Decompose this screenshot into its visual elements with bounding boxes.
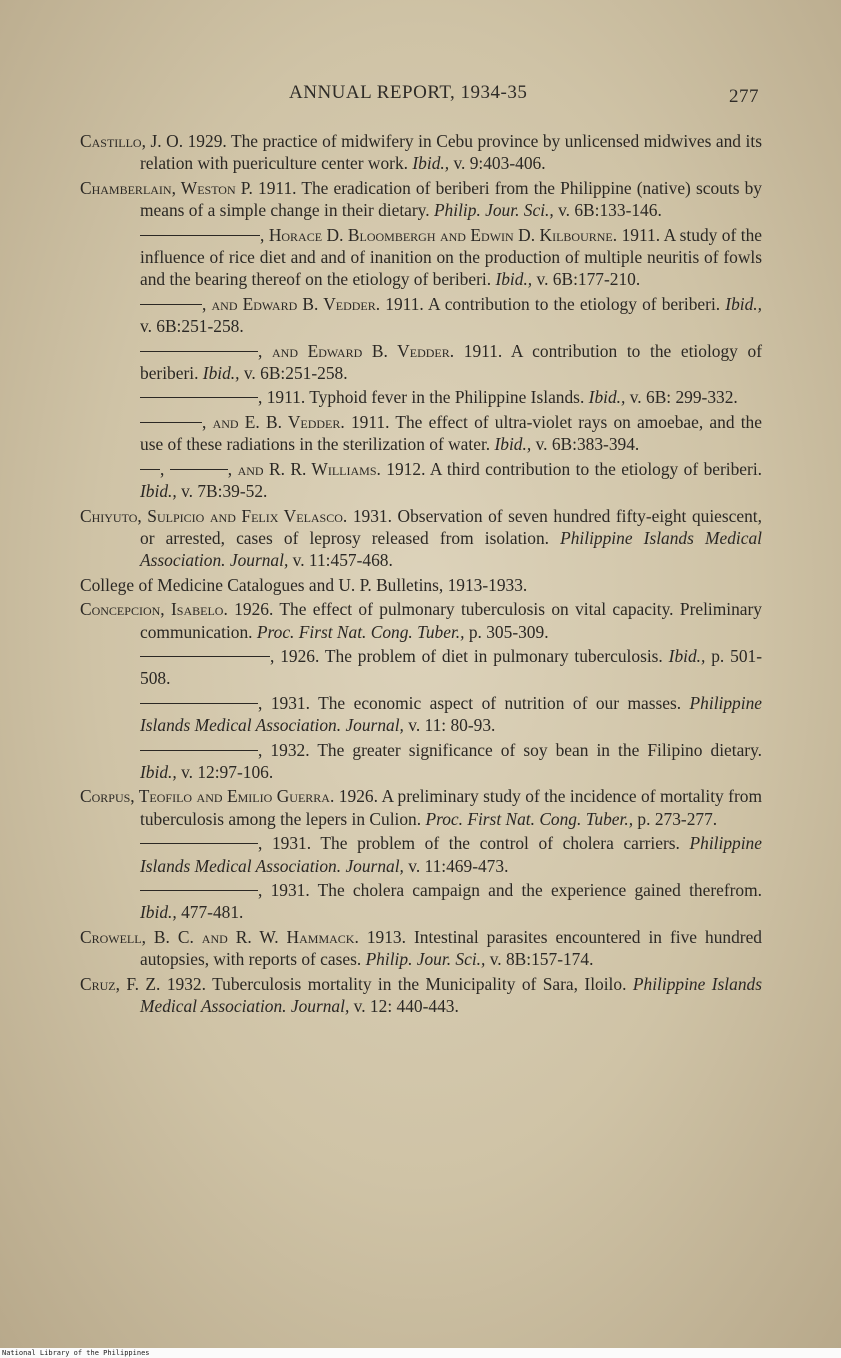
bibliography-entry: , Horace D. Bloombergh and Edwin D. Kilbourne. 1911. A study of the influence of rice diet and and of inanition on the production of multiple neuritis of fowls and the bearing thereof on the etiology of beriberi. Ibid., v. 6B:177-210. — [140, 224, 763, 290]
bibliography-entry: , 1931. The economic aspect of nutrition of our masses. Philippine Islands Medical Association. Journal, v. 11: 80-93. — [140, 692, 762, 736]
bibliography-entry: , 1932. The greater significance of soy bean in the Filipino dietary. Ibid., v. 12:97-106. — [140, 739, 762, 782]
ditto-dash — [140, 234, 260, 236]
bibliography-entry: , , and R. R. Williams. 1912. A third contribution to the etiology of beriberi. Ibid., v. 7B:39-52. — [140, 458, 762, 502]
running-header — [0, 82, 841, 112]
bibliography-entry: , and Edward B. Vedder. 1911. A contribution to the etiology of beriberi. Ibid., v. 6B:251-258. — [140, 340, 762, 384]
ditto-dash — [140, 702, 258, 704]
bibliography-entry: Concepcion, Isabelo. 1926. The effect of pulmonary tuberculosis on vital capacity. Preliminary communication. Proc. First Nat. Cong. Tuber., p. 305-309. — [80, 599, 762, 642]
ditto-dash — [140, 468, 160, 470]
ditto-dash — [140, 749, 258, 751]
ditto-dash — [140, 842, 258, 844]
header-title: ANNUAL REPORT, 1934-35 — [289, 82, 528, 103]
bibliography-entry: Crowell, B. C. and R. W. Hammack. 1913. Intestinal parasites encountered in five hundred autopsies, with reports of cases. Philip. Jour. Sci., v. 8B:157-174. — [80, 926, 762, 970]
bibliography-entry: , 1931. The cholera campaign and the experience gained therefrom. Ibid., 477-481. — [140, 880, 762, 923]
bibliography-entry: , 1931. The problem of the control of cholera carriers. Philippine Islands Medical Association. Journal, v. 11:469-473. — [140, 833, 762, 876]
ditto-dash — [140, 303, 202, 305]
bibliography-entry: , 1926. The problem of diet in pulmonary tuberculosis. Ibid., p. 501-508. — [140, 645, 763, 689]
bibliography-entry: , and E. B. Vedder. 1911. The effect of ultra-violet rays on amoebae, and the use of these radiations in the sterilization of water. Ibid., v. 6B:383-394. — [140, 411, 762, 455]
ditto-dash — [140, 655, 270, 657]
page-number: 277 — [729, 86, 759, 107]
library-watermark: National Library of the Philippines — [2, 1349, 150, 1357]
bibliography-entry: Chamberlain, Weston P. 1911. The eradication of beriberi from the Philippine (native) scouts by means of a simple change in their dietary. Philip. Jour. Sci., v. 6B:133-146. — [80, 177, 762, 221]
bibliography-entry: Corpus, Teofilo and Emilio Guerra. 1926. A preliminary study of the incidence of mortality from tuberculosis among the lepers in Culion. Proc. First Nat. Cong. Tuber., p. 273-277. — [80, 786, 762, 829]
ditto-dash — [170, 468, 228, 470]
ditto-dash — [140, 889, 258, 891]
bibliography-entry: Castillo, J. O. 1929. The practice of midwifery in Cebu province by unlicensed midwives and its relation with puericulture center work. Ibid., v. 9:403-406. — [80, 131, 762, 174]
bibliography-list — [80, 130, 762, 1019]
ditto-dash — [140, 396, 258, 398]
bibliography-entry: , 1911. Typhoid fever in the Philippine Islands. Ibid., v. 6B: 299-332. — [80, 386, 762, 408]
ditto-dash — [140, 350, 258, 352]
bibliography-entry: Cruz, F. Z. 1932. Tuberculosis mortality in the Municipality of Sara, Iloilo. Philippine Islands Medical Association. Journal, v. 12: 440-443. — [80, 973, 762, 1017]
bibliography-entry: , and Edward B. Vedder. 1911. A contribution to the etiology of beriberi. Ibid., v. 6B:251-258. — [140, 293, 763, 337]
bibliography-entry: College of Medicine Catalogues and U. P. Bulletins, 1913-1933. — [80, 574, 528, 595]
bibliography-entry: Chiyuto, Sulpicio and Felix Velasco. 1931. Observation of seven hundred fifty-eight quiescent, or arrested, cases of leprosy released from isolation. Philippine Islands Medical Association. Journal, v. 11:457-468. — [80, 505, 762, 571]
ditto-dash — [140, 421, 202, 423]
